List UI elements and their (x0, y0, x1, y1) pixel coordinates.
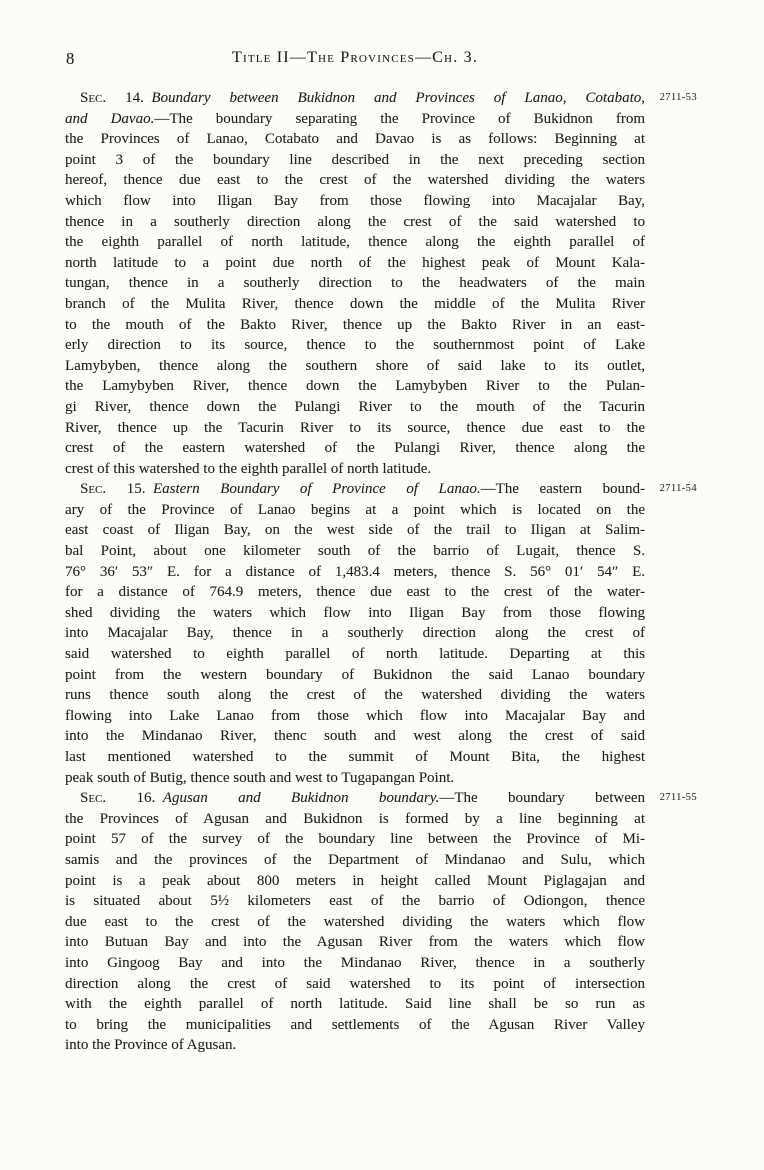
text-segment: point 3 of the boundary line described in the next preceding section (65, 151, 645, 168)
page-number: 8 (66, 49, 75, 68)
text-line (65, 1015, 645, 1036)
text-line (65, 541, 645, 562)
text-segment: branch of the Mulita River, thence down the middle of the Mulita River (65, 295, 645, 312)
text-segment: 76° 36′ 53″ E. for a distance of 1,483.4 meters, thence S. 56° 01′ 54″ E. (65, 563, 645, 580)
text-line (65, 150, 645, 171)
text-line (65, 109, 645, 130)
margin-reference-note: 2711-55 (659, 792, 697, 804)
text-line (65, 356, 645, 377)
text-line (65, 191, 645, 212)
text-line (65, 315, 645, 336)
text-line (65, 726, 645, 747)
text-line (65, 768, 645, 789)
section-paragraph (65, 479, 697, 788)
text-line (65, 479, 697, 500)
section-title-italic: and Davao. (65, 110, 155, 127)
text-segment: River, thence up the Tacurin River to its source, thence due east to the (65, 419, 645, 436)
margin-reference-note: 2711-54 (659, 483, 697, 495)
text-segment: due east to the crest of the watershed dividing the waters which flow (65, 913, 645, 930)
text-line (65, 850, 645, 871)
section-number: Sec. 14. (80, 90, 144, 106)
text-segment: —The boundary separating the Province of Bukidnon from (154, 110, 645, 127)
text-segment: tungan, thence in a southerly direction to the headwaters of the main (65, 275, 645, 292)
text-segment: into Gingoog Bay and into the Mindanao River, thence in a southerly (65, 954, 645, 971)
text-segment: the eighth parallel of north latitude, thence along the eighth parallel of (65, 234, 645, 251)
text-line (65, 829, 645, 850)
text-line (65, 232, 645, 253)
text-segment (155, 790, 163, 806)
section-number: Sec. 16. (80, 790, 156, 807)
text-segment: into the Mindanao River, thenc south and west along the crest of said (65, 728, 645, 745)
text-segment: the Lamybyben River, thence down the Lamybyben River to the Pulan- (65, 378, 645, 395)
text-line (65, 212, 645, 233)
text-segment: peak south of Butig, thence south and west to Tugapangan Point. (65, 769, 455, 786)
text-line (65, 809, 645, 830)
text-line (65, 788, 697, 809)
text-line (65, 685, 645, 706)
text-segment: hereof, thence due east to the crest of the watershed dividing the waters (65, 172, 645, 189)
text-segment: samis and the provinces of the Department of Mindanao and Sulu, which (65, 851, 645, 868)
text-line (65, 582, 645, 603)
text-segment: bal Point, about one kilometer south of the barrio of Lugait, thence S. (65, 543, 645, 560)
section-title-italic: Boundary between Bukidnon and Provinces of Lanao, Cotabato, (151, 90, 645, 106)
text-segment: —The eastern bound- (480, 481, 645, 498)
text-line (65, 665, 645, 686)
text-line (65, 129, 645, 150)
text-segment: the Provinces of Lanao, Cotabato and Davao is as follows: Beginning at (65, 131, 645, 148)
running-title: Title II—The Provinces—Ch. 3. (231, 49, 478, 66)
text-segment: thence in a southerly direction along the crest of the said watershed to (65, 213, 645, 230)
text-line (65, 871, 645, 892)
page-header (65, 48, 645, 88)
text-segment: to the mouth of the Bakto River, thence up the Bakto River in an east- (65, 316, 645, 333)
text-segment: runs thence south along the crest of the watershed dividing the waters (65, 687, 645, 704)
text-segment: ary of the Province of Lanao begins at a point which is located on the (65, 501, 645, 518)
text-segment: into the Province of Agusan. (65, 1037, 237, 1054)
text-line (65, 603, 645, 624)
text-line (65, 891, 645, 912)
text-line (65, 562, 645, 583)
text-line (65, 418, 645, 439)
text-line (65, 335, 645, 356)
section-number: Sec. 15. (80, 481, 146, 498)
text-line (65, 520, 645, 541)
text-line (65, 500, 645, 521)
text-segment: point from the western boundary of Bukidnon the said Lanao boundary (65, 666, 645, 683)
text-line (65, 912, 645, 933)
page-content (65, 48, 697, 1054)
text-segment: with the eighth parallel of north latitude. Said line shall be so run as (65, 996, 645, 1013)
text-segment (145, 481, 153, 497)
text-segment: which flow into Iligan Bay from those flowing into Macajalar Bay, (65, 192, 645, 209)
text-line (65, 932, 645, 953)
text-line (65, 273, 645, 294)
text-segment: into Butuan Bay and into the Agusan River from the waters which flow (65, 934, 645, 951)
text-line (65, 747, 645, 768)
text-segment: flowing into Lake Lanao from those which flow into Macajalar Bay and (65, 707, 645, 724)
text-segment: last mentioned watershed to the summit of Mount Bita, the highest (65, 749, 645, 765)
text-segment: east coast of Iligan Bay, on the west side of the trail to Iligan at Salim- (65, 522, 645, 539)
text-line (65, 294, 645, 315)
text-line (65, 397, 645, 418)
text-segment: Lamybyben, thence along the southern shore of said lake to its outlet, (65, 357, 645, 374)
text-line (65, 438, 645, 459)
margin-reference-note: 2711-53 (659, 92, 697, 103)
text-segment: crest of the eastern watershed of the Pulangi River, thence along the (65, 440, 645, 457)
text-line (65, 459, 645, 480)
text-segment: north latitude to a point due north of the highest peak of Mount Kala- (65, 254, 645, 271)
text-segment: crest of this watershed to the eighth parallel of north latitude. (65, 460, 432, 477)
text-segment: to bring the municipalities and settlements of the Agusan River Valley (65, 1016, 645, 1033)
section-title-italic: Eastern Boundary of Province of Lanao. (152, 481, 481, 498)
text-segment: direction along the crest of said watershed to its point of intersection (65, 975, 645, 992)
text-line (65, 376, 645, 397)
text-line (65, 623, 645, 644)
section-paragraph (65, 88, 697, 479)
text-segment: —The boundary between (439, 790, 646, 807)
text-segment: shed dividing the waters which flow into Iligan Bay from those flowing (65, 604, 645, 621)
text-line (65, 706, 645, 727)
text-segment: gi River, thence down the Pulangi River to the mouth of the Tacurin (65, 398, 645, 415)
text-segment: is situated about 5½ kilometers east of the barrio of Odiongon, thence (65, 893, 645, 910)
text-line (65, 953, 645, 974)
text-segment: for a distance of 764.9 meters, thence due east to the crest of the water- (65, 584, 645, 601)
section-title-italic: Agusan and Bukidnon boundary. (162, 790, 440, 807)
section-paragraph (65, 788, 697, 1056)
text-segment: erly direction to its source, thence to the southernmost point of Lake (65, 337, 645, 354)
text-segment: said watershed to eighth parallel of north latitude. Departing at this (65, 646, 645, 663)
text-segment: the Provinces of Agusan and Bukidnon is formed by a line beginning at (65, 810, 645, 827)
text-segment: into Macajalar Bay, thence in a southerly direction along the crest of (65, 625, 645, 642)
text-line (65, 170, 645, 191)
text-line (65, 644, 645, 665)
text-line (65, 1035, 645, 1056)
text-line (65, 974, 645, 995)
text-segment: point is a peak about 800 meters in height called Mount Piglagajan and (65, 872, 645, 889)
text-line (65, 253, 645, 274)
text-line (65, 88, 697, 109)
text-segment: point 57 of the survey of the boundary line between the Province of Mi- (65, 831, 645, 848)
text-body (65, 88, 697, 1056)
text-line (65, 994, 645, 1015)
